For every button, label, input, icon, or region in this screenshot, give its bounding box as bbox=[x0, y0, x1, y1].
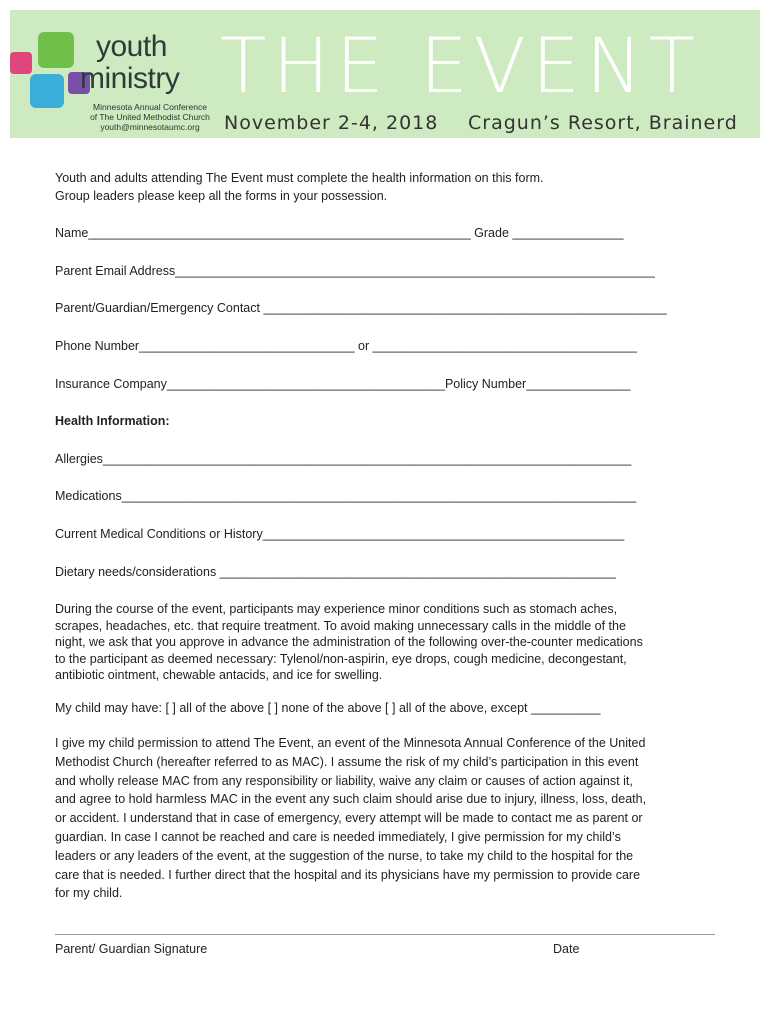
otc-line: to the participant as deemed necessary: Tylenol/non-aspirin, eye drops, cough medicine, decongestant, bbox=[55, 651, 627, 666]
permission-line: care that is needed. I further direct that the hospital and its physicians have my permission to provide care bbox=[55, 867, 641, 882]
allergies-field[interactable]: Allergies____________________________________________________________________________ bbox=[55, 452, 632, 466]
intro-line2: Group leaders please keep all the forms in your possession. bbox=[55, 189, 388, 203]
permission-line: and agree to hold harmless MAC in the event any such claim should arise due to injury, illness, loss, death, bbox=[55, 792, 647, 807]
intro-line1: Youth and adults attending The Event must complete the health information on this form. bbox=[55, 171, 544, 185]
logo-subtitle bbox=[80, 102, 220, 132]
date-label: Date bbox=[553, 942, 580, 956]
logo-pink-square bbox=[10, 52, 32, 74]
permission-paragraph bbox=[55, 734, 720, 903]
permission-line: for my child. bbox=[55, 886, 123, 901]
name-grade-field[interactable]: Name_______________________________________________________ Grade ________________ bbox=[55, 226, 624, 240]
phone-number-field[interactable]: Phone Number_______________________________ or ______________________________________ bbox=[55, 339, 637, 353]
otc-line: antibiotic ointment, chewable antacids, and ice for swelling. bbox=[55, 668, 383, 682]
signature-line[interactable] bbox=[55, 934, 715, 935]
logo-green-square bbox=[38, 32, 74, 68]
otc-line: During the course of the event, participants may experience minor conditions such as stomach aches, bbox=[55, 602, 618, 616]
permission-line: Methodist Church (hereafter referred to as MAC). I assume the risk of my child’s participation in this event bbox=[55, 754, 639, 769]
logo-sub-line1: Minnesota Annual Conference bbox=[93, 102, 207, 112]
parent-email-field[interactable]: Parent Email Address_____________________________________________________________________ bbox=[55, 264, 655, 278]
signature-label: Parent/ Guardian Signature bbox=[55, 942, 208, 956]
insurance-policy-field[interactable]: Insurance Company________________________________________Policy Number_______________ bbox=[55, 377, 631, 391]
medical-conditions-field[interactable]: Current Medical Conditions or History____________________________________________________ bbox=[55, 527, 625, 541]
permission-line: I give my child permission to attend The Event, an event of the Minnesota Annual Conference of the United bbox=[55, 736, 646, 750]
header-banner bbox=[10, 10, 760, 138]
otc-line: scrapes, headaches, etc. that require treatment. To avoid making unnecessary calls in the middle of the bbox=[55, 618, 626, 633]
logo-blue-square bbox=[30, 74, 64, 108]
dietary-needs-field[interactable]: Dietary needs/considerations _________________________________________________________ bbox=[55, 565, 616, 579]
logo-sub-line2: of The United Methodist Church bbox=[90, 112, 210, 122]
health-info-heading: Health Information: bbox=[55, 414, 170, 428]
otc-medication-paragraph bbox=[55, 601, 720, 684]
permission-line: guardian. In case I cannot be reached and care is needed immediately, I give permission for my child’s bbox=[55, 829, 621, 844]
permission-line: or accident. I understand that in case of emergency, every attempt will be made to contact me as parent or bbox=[55, 811, 643, 826]
otc-line: night, we ask that you approve in advance the administration of the following over-the-counter medications bbox=[55, 635, 643, 649]
emergency-contact-field[interactable]: Parent/Guardian/Emergency Contact __________________________________________________________ bbox=[55, 301, 667, 315]
event-title: THE EVENT bbox=[220, 21, 702, 110]
logo-sub-email: youth@minnesotaumc.org bbox=[100, 122, 200, 132]
logo-word-youth: youth bbox=[96, 30, 167, 63]
medications-field[interactable]: Medications__________________________________________________________________________ bbox=[55, 489, 637, 503]
event-location: Cragun’s Resort, Brainerd bbox=[468, 112, 738, 134]
permission-line: and wholly release MAC from any responsibility or liability, waive any claim or causes of action against it, bbox=[55, 773, 633, 788]
event-dates: November 2-4, 2018 bbox=[224, 112, 439, 134]
my-child-options[interactable]: My child may have: [ ] all of the above [ ] none of the above [ ] all of the above, except __________ bbox=[55, 701, 601, 715]
intro-text bbox=[55, 169, 544, 205]
logo-word-ministry: ministry bbox=[80, 62, 180, 95]
permission-line: leaders or any leaders of the event, at the suggestion of the nurse, to take my child to the hospital for the bbox=[55, 848, 634, 863]
